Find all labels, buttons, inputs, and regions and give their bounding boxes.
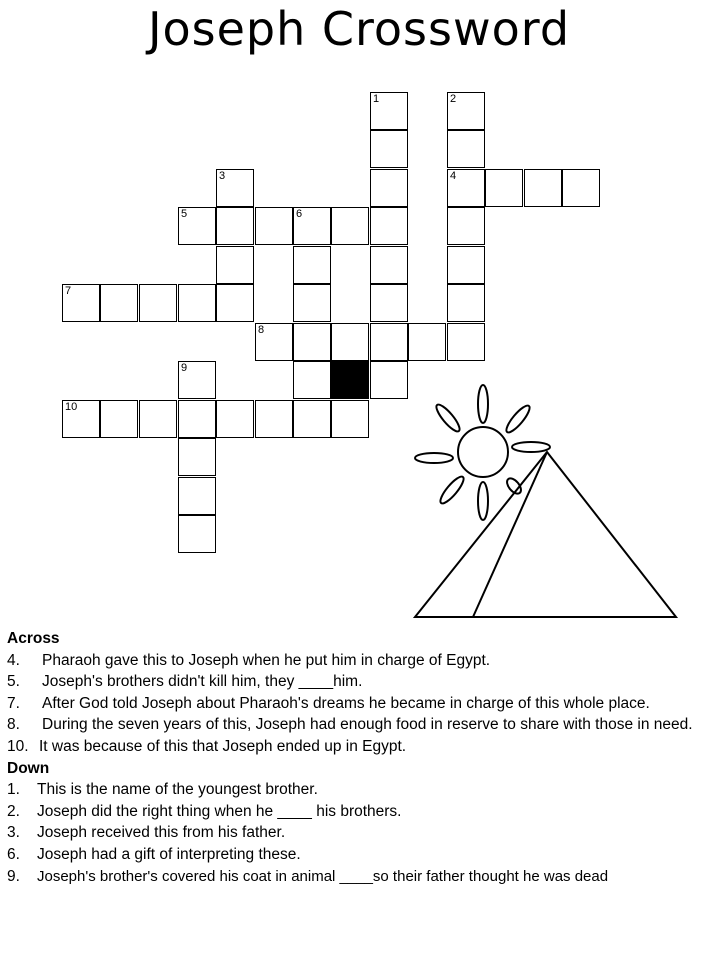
crossword-cell[interactable]: [178, 400, 216, 438]
crossword-cell[interactable]: [216, 284, 254, 322]
crossword-cell[interactable]: [370, 130, 408, 168]
crossword-cell[interactable]: [408, 323, 446, 361]
crossword-cell[interactable]: [62, 400, 100, 438]
page-title: Joseph Crossword: [147, 2, 571, 56]
crossword-cell[interactable]: [178, 361, 216, 399]
crossword-cell[interactable]: [255, 323, 293, 361]
crossword-cell[interactable]: [255, 400, 293, 438]
crossword-cell[interactable]: [255, 207, 293, 245]
crossword-cell[interactable]: [100, 400, 138, 438]
crossword-cell[interactable]: [447, 246, 485, 284]
clue-across-8: 8. During the seven years of this, Joseph had enough food in reserve to share with those in need.: [7, 716, 693, 734]
clue-number: 1: [373, 93, 380, 105]
pyramid-icon: [415, 452, 676, 617]
crossword-cell[interactable]: [370, 92, 408, 130]
clue-across-5: 5. Joseph's brothers didn't kill him, they ____him.: [7, 673, 363, 691]
crossword-cell[interactable]: [447, 130, 485, 168]
crossword-cell[interactable]: [178, 515, 216, 553]
black-cell: [331, 361, 369, 399]
crossword-cell[interactable]: [370, 361, 408, 399]
clues-list: [7, 628, 718, 887]
crossword-cell[interactable]: [100, 284, 138, 322]
clue-number: 6: [296, 208, 303, 220]
clue-number: 5: [181, 208, 188, 220]
clue-number: 4: [450, 170, 457, 182]
crossword-cell[interactable]: [447, 323, 485, 361]
clue-down-2: 2. Joseph did the right thing when he ____ his brothers.: [7, 802, 402, 820]
sun-icon: [458, 427, 508, 477]
crossword-cell[interactable]: [178, 477, 216, 515]
crossword-cell[interactable]: [293, 284, 331, 322]
crossword-cell[interactable]: [331, 207, 369, 245]
crossword-cell[interactable]: [331, 400, 369, 438]
crossword-cell[interactable]: [293, 323, 331, 361]
clue-down-1: 1. This is the name of the youngest brother.: [7, 781, 318, 799]
crossword-cell[interactable]: [139, 284, 177, 322]
clue-down-6: 6. Joseph had a gift of interpreting these.: [7, 845, 301, 863]
crossword-cell[interactable]: [447, 169, 485, 207]
clue-across-10: 10. It was because of this that Joseph ended up in Egypt.: [7, 737, 407, 755]
crossword-cell[interactable]: [293, 207, 331, 245]
clue-down-9: 9. Joseph's brother's covered his coat in animal ____so their father thought he was dead: [7, 867, 609, 885]
crossword-cell[interactable]: [447, 284, 485, 322]
crossword-cell[interactable]: [331, 323, 369, 361]
crossword-cell[interactable]: [178, 207, 216, 245]
crossword-cell[interactable]: [62, 284, 100, 322]
crossword-cell[interactable]: [178, 284, 216, 322]
crossword-cell[interactable]: [370, 246, 408, 284]
crossword-cell[interactable]: [216, 400, 254, 438]
crossword-cell[interactable]: [562, 169, 600, 207]
crossword-cell[interactable]: [216, 207, 254, 245]
crossword-cell[interactable]: [370, 323, 408, 361]
crossword-cell[interactable]: [447, 207, 485, 245]
crossword-cell[interactable]: [178, 438, 216, 476]
crossword-cell[interactable]: [293, 246, 331, 284]
across-heading: Across: [7, 630, 60, 647]
crossword-cell[interactable]: [370, 169, 408, 207]
crossword-cell[interactable]: [524, 169, 562, 207]
sun-pyramid-illustration: [405, 380, 695, 625]
crossword-cell[interactable]: [370, 284, 408, 322]
clue-number: 2: [450, 93, 457, 105]
clue-across-4: 4. Pharaoh gave this to Joseph when he put him in charge of Egypt.: [7, 651, 491, 669]
clue-number: 7: [65, 285, 72, 297]
crossword-cell[interactable]: [370, 207, 408, 245]
down-heading: Down: [7, 759, 50, 777]
crossword-cell[interactable]: [216, 246, 254, 284]
crossword-cell[interactable]: [139, 400, 177, 438]
clue-number: 9: [181, 362, 188, 374]
clue-across-7: 7. After God told Joseph about Pharaoh's dreams he became in charge of this whole place.: [7, 694, 650, 712]
crossword-cell[interactable]: [293, 400, 331, 438]
clue-number: 3: [219, 170, 226, 182]
crossword-cell[interactable]: [293, 361, 331, 399]
clue-down-3: 3. Joseph received this from his father.: [7, 824, 286, 842]
crossword-cell[interactable]: [485, 169, 523, 207]
crossword-cell[interactable]: [216, 169, 254, 207]
crossword-cell[interactable]: [447, 92, 485, 130]
clue-number: 8: [258, 324, 265, 336]
clue-number: 10: [65, 401, 78, 413]
